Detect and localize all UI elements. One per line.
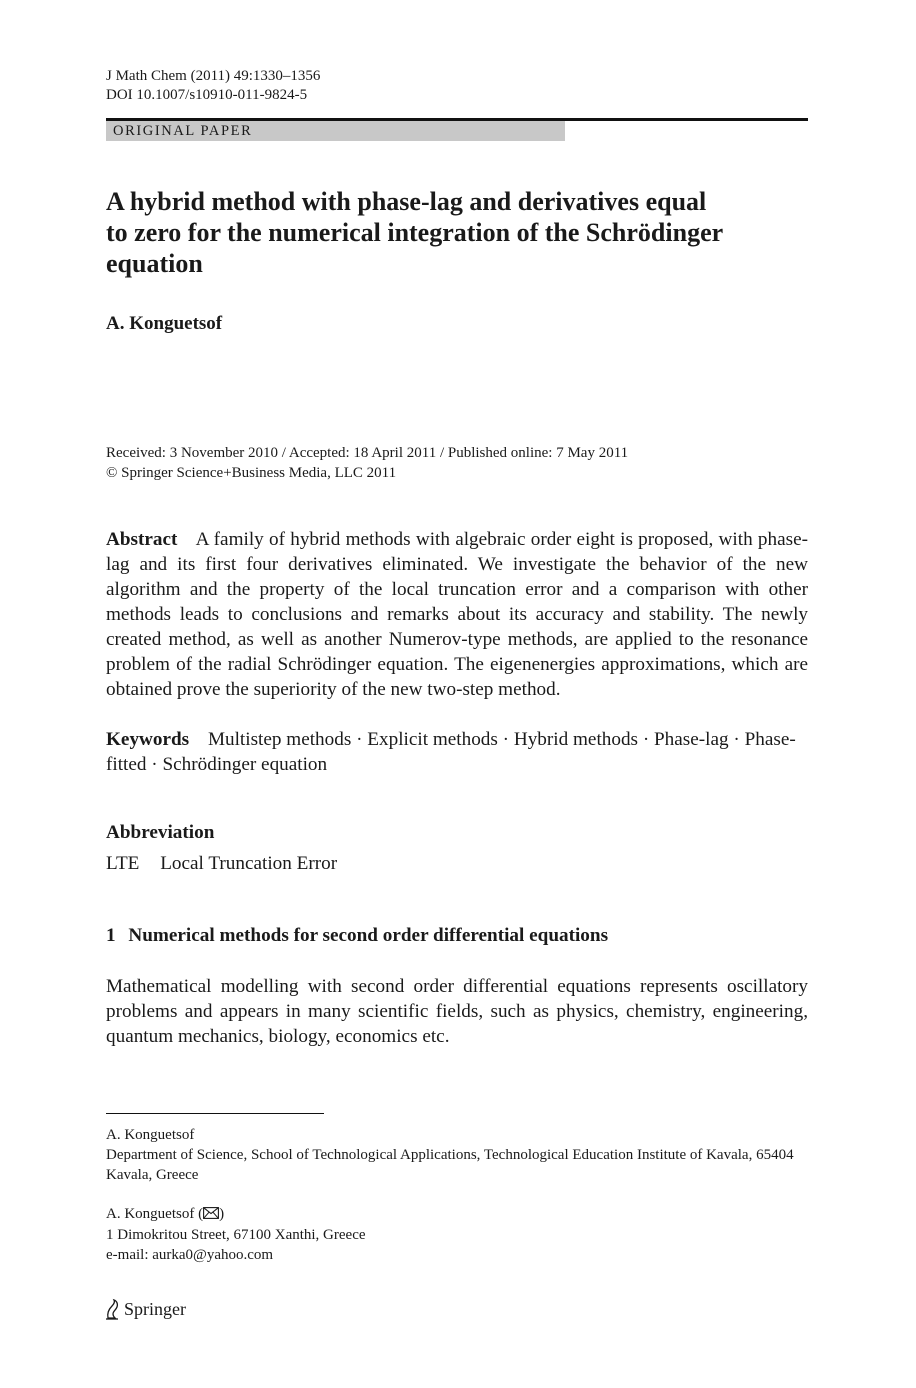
affiliation-footnote [106,1125,808,1185]
section-paragraph: Mathematical modelling with second order differential equations represents oscillatory problems and appears in many scientific fields, such as physics, chemistry, engineering, quantum mechanics, biology, economics etc. [106,976,808,1047]
section-number: 1 [106,925,116,946]
copyright-line: © Springer Science+Business Media, LLC 2011 [106,465,397,481]
title-line-1: A hybrid method with phase-lag and derivatives equal [106,187,707,216]
abbreviation-row [106,853,337,875]
author-name: A. Konguetsof [106,313,223,334]
abstract-label: Abstract [106,529,178,550]
abbreviation-heading: Abbreviation [106,822,215,843]
keywords [106,727,808,777]
journal-citation: J Math Chem (2011) 49:1330–1356 [106,68,321,84]
paper-title [106,186,786,279]
abbreviation-key: LTE [106,853,140,874]
contact-footnote [106,1204,808,1265]
abstract [106,527,808,702]
journal-info [106,67,320,105]
section-heading [106,925,608,947]
abstract-text: A family of hybrid methods with algebraic order eight is proposed, with phase-lag and its first four derivatives eliminated. We investigate the behavior of the new algorithm and the property of the local truncation error and a comparison with other methods leads to conclusions and remarks about its accuracy and stability. The newly created method, as well as another Numerov-type methods, are applied to the resonance problem of the radial Schrödinger equation. The eigenenergies approximations, which are obtained prove the superiority of the new two-step method. [106,529,808,700]
doi: DOI 10.1007/s10910-011-9824-5 [106,87,308,103]
keywords-text: Multistep methods · Explicit methods · Hybrid methods · Phase-lag · Phase-fitted · Schrödinger equation [106,729,796,775]
history-line: Received: 3 November 2010 / Accepted: 18 April 2011 / Published online: 7 May 2011 [106,445,629,461]
springer-horse-icon [104,1298,120,1320]
affiliation-name: A. Konguetsof [106,1127,195,1143]
title-line-3: equation [106,249,203,278]
article-category: ORIGINAL PAPER [106,121,565,141]
section-title: Numerical methods for second order differential equations [128,925,609,946]
contact-line [106,1204,808,1225]
footnote-rule [106,1113,324,1114]
envelope-icon [203,1205,219,1225]
affiliation-text: Department of Science, School of Technological Applications, Technological Education Institute of Kavala, 65404 Kavala, Greece [106,1147,794,1183]
contact-name: A. Konguetsof ( [106,1206,204,1222]
keywords-label: Keywords [106,729,190,750]
publisher-name: Springer [124,1298,186,1319]
publication-dates [106,443,808,483]
contact-email: e-mail: aurka0@yahoo.com [106,1247,274,1263]
title-line-2: to zero for the numerical integration of the Schrödinger [106,218,724,247]
springer-logo [104,1298,186,1320]
contact-address: 1 Dimokritou Street, 67100 Xanthi, Greece [106,1227,366,1243]
abbreviation-value: Local Truncation Error [160,853,338,874]
contact-close: ) [219,1206,225,1222]
